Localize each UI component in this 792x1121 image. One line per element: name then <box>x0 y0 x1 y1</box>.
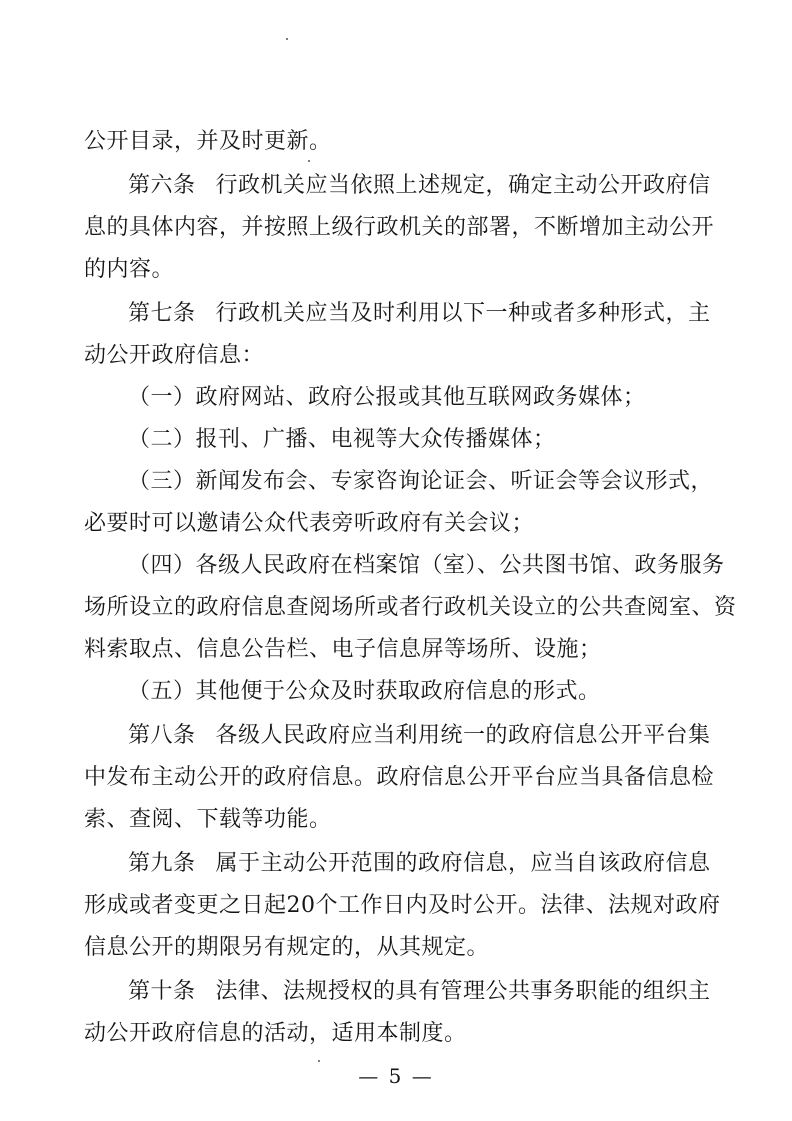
line-text: 属于主动公开范围的政府信息，应当自该政府信息 <box>215 851 711 876</box>
article-line <box>128 294 742 334</box>
article-heading: 第六条 <box>128 173 196 198</box>
text-line <box>84 630 698 670</box>
list-item <box>128 672 742 712</box>
line-text: （二）报刊、广播、电视等大众传播媒体； <box>128 427 556 452</box>
text-line <box>84 1014 698 1054</box>
line-text: 动公开政府信息的活动，适用本制度。 <box>84 1021 467 1046</box>
text-line <box>84 800 698 840</box>
text-line <box>84 758 715 798</box>
line-text: 场所设立的政府信息查阅场所或者行政机关设立的公共查阅室、资 <box>84 595 737 620</box>
scan-speck <box>286 38 288 40</box>
line-text: 行政机关应当依照上述规定，确定主动公开政府信 <box>215 173 711 198</box>
article-heading: 第七条 <box>128 301 196 326</box>
text-line <box>84 504 698 544</box>
line-text: 法律、法规授权的具有管理公共事务职能的组织主 <box>215 979 711 1004</box>
list-item <box>128 378 742 418</box>
line-text: 息的具体内容，并按照上级行政机关的部署，不断增加主动公开 <box>84 215 715 240</box>
line-text: 各级人民政府应当利用统一的政府信息公开平台集 <box>215 723 711 748</box>
article-heading: 第八条 <box>128 723 196 748</box>
line-text: （四）各级人民政府在档案馆（室）、公共图书馆、政务服务 <box>128 553 725 578</box>
line-text: 料索取点、信息公告栏、电子信息屏等场所、设施； <box>84 637 602 662</box>
text-line <box>84 588 737 628</box>
text-line <box>84 208 715 248</box>
article-line <box>128 844 742 884</box>
text-line <box>84 928 698 968</box>
line-text: （五）其他便于公众及时获取政府信息的形式。 <box>128 679 601 704</box>
scan-speck <box>318 1060 320 1062</box>
line-text: 信息公开的期限另有规定的，从其规定。 <box>84 935 490 960</box>
line-text: 公开目录，并及时更新。 <box>84 129 332 154</box>
list-item <box>128 546 742 586</box>
page-number: — 5 — <box>358 1064 434 1088</box>
line-text: （一）政府网站、政府公报或其他互联网政务媒体； <box>128 385 646 410</box>
article-line <box>128 716 742 756</box>
text-line <box>84 250 698 290</box>
line-text: 动公开政府信息： <box>84 343 265 368</box>
line-text: 必要时可以邀请公众代表旁听政府有关会议； <box>84 511 535 536</box>
text-line <box>84 122 698 162</box>
article-heading: 第九条 <box>128 851 196 876</box>
text-line <box>84 886 721 926</box>
list-item <box>128 420 742 460</box>
article-heading: 第十条 <box>128 979 196 1004</box>
line-text: 的内容。 <box>84 257 175 282</box>
line-text: 索、查阅、下载等功能。 <box>84 807 332 832</box>
list-item <box>128 462 742 502</box>
line-text: （三）新闻发布会、专家咨询论证会、听证会等会议形式， <box>128 469 714 494</box>
line-text: 形成或者变更之日起20个工作日内及时公开。法律、法规对政府 <box>84 893 721 918</box>
article-line <box>128 166 742 206</box>
article-line <box>128 972 742 1012</box>
text-line <box>84 336 698 376</box>
line-text: 中发布主动公开的政府信息。政府信息公开平台应当具备信息检 <box>84 765 715 790</box>
line-text: 行政机关应当及时利用以下一种或者多种形式，主 <box>215 301 711 326</box>
scan-speck <box>308 160 310 162</box>
